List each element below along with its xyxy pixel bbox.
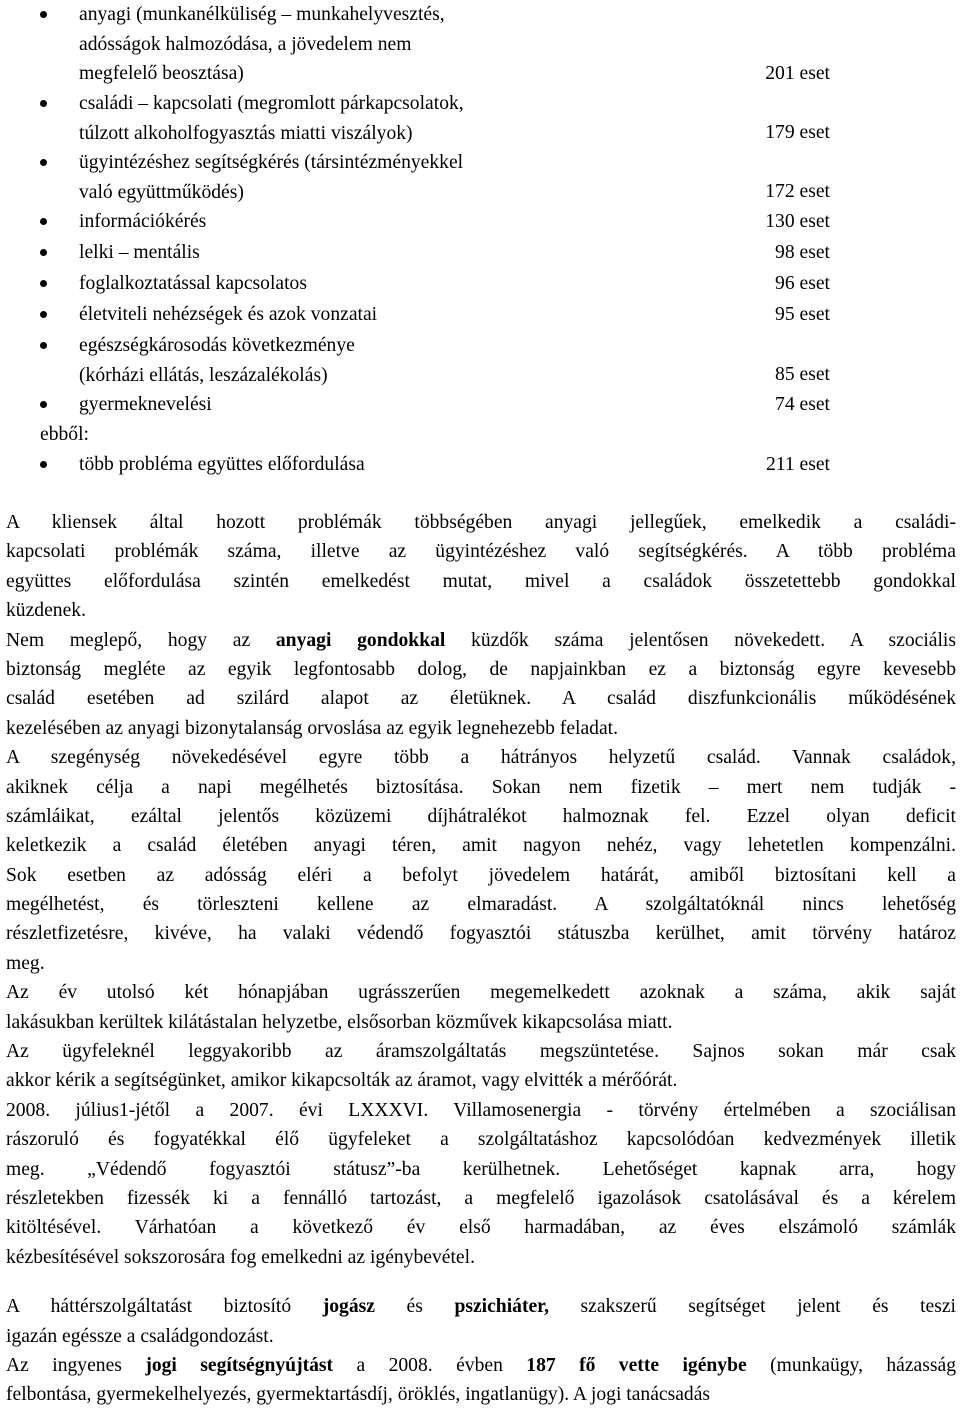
list-item-label — [79, 300, 719, 330]
text-run: kapcsolati problémák száma, illetve az ügyintézéshez való segítségkérés. A több probléma — [6, 541, 956, 563]
text-run: számláikat, ezáltal jelentős közüzemi díjhátralékot halmoznak fel. Ezzel olyan deficit — [6, 805, 956, 827]
list-item — [0, 331, 960, 390]
text-run: 2008. július1-jétől a 2007. évi LXXXVI. Villamosenergia - törvény értelmében a szociálisan — [6, 1099, 956, 1121]
text-run: Az ingyenes — [6, 1354, 146, 1376]
text-run: A szegénység növekedésével egyre több a hátrányos helyzetű család. Vannak családok, — [6, 747, 956, 769]
text-run: a 2008. évben — [333, 1354, 527, 1376]
text-line — [6, 1125, 956, 1154]
text-run: kitöltésével. Várhatóan a következő év első harmadában, az éves elszámoló számlák — [6, 1217, 956, 1239]
text-line — [6, 831, 956, 860]
label-line: való együttműködés) — [79, 181, 244, 203]
text-run: felbontása, gyermekelhelyezés, gyermektartásdíj, öröklés, ingatlanügy). A jogi tanácsadás — [6, 1384, 711, 1406]
list-item — [0, 450, 960, 481]
text-run: igazán egéssze a családgondozást. — [6, 1325, 274, 1347]
list-item — [0, 238, 960, 269]
list-item-count: 211 eset — [765, 454, 830, 475]
text-line — [6, 537, 956, 566]
ebbol-label: ebből: — [40, 424, 89, 445]
text-run: Az ügyfeleknél leggyakoribb az áramszolgáltatás megszüntetése. Sajnos sokan már csak — [6, 1041, 956, 1063]
text-run: kézbesítésével sokszorosára fog emelkedni az igénybevétel. — [6, 1246, 475, 1268]
list-item-count: 85 eset — [775, 364, 830, 385]
bullet-icon — [40, 100, 47, 107]
bullet-icon — [40, 159, 47, 166]
list-item-count: 130 eset — [765, 211, 830, 232]
label-line: családi – kapcsolati (megromlott párkapcsolatok, — [79, 93, 464, 114]
text-line — [6, 684, 956, 713]
list-item-count: 95 eset — [775, 304, 830, 325]
text-line — [6, 714, 956, 743]
bullet-icon — [40, 280, 47, 287]
label-line: több probléma együttes előfordulása — [79, 454, 365, 475]
text-run: küzdenek. — [6, 600, 86, 622]
text-line — [6, 919, 956, 948]
label-line: lelki – mentális — [79, 242, 200, 263]
list-item-count: 96 eset — [775, 273, 830, 294]
bold-text: 187 fő vette igénybe — [526, 1354, 747, 1376]
list-item-label — [79, 148, 719, 207]
list-item — [0, 148, 960, 207]
text-run: és — [374, 1296, 455, 1318]
list-item-label — [79, 390, 719, 420]
list-item — [0, 0, 960, 89]
text-run: lakásukban kerültek kilátástalan helyzetbe, elsősorban közművek kikapcsolása miatt. — [6, 1011, 673, 1033]
bullet-icon — [40, 249, 47, 256]
label-line: életviteli nehézségek és azok vonzatai — [79, 304, 378, 325]
list-item-count: 74 eset — [775, 394, 830, 415]
label-line: egészségkárosodás következménye — [79, 335, 355, 356]
bold-text: jogi segítségnyújtást — [145, 1354, 334, 1376]
text-run: biztonság megléte az egyik legfontosabb dolog, de napjainkban ez a biztonság egyre kevesebb — [6, 658, 956, 680]
text-line — [6, 1380, 956, 1409]
bullet-icon — [40, 218, 47, 225]
text-run: akiknek célja a napi megélhetés biztosítása. Sokan nem fizetik – mert nem tudják - — [6, 776, 956, 798]
list-item-label — [79, 269, 719, 299]
text-line — [6, 1037, 956, 1066]
label-line: megfelelő beosztása) — [79, 63, 244, 84]
list-item-label — [79, 238, 719, 268]
label-line: anyagi (munkanélküliség – munkahelyvesztés, — [79, 4, 445, 25]
list-item-count: 201 eset — [765, 63, 830, 84]
paragraph-gap — [6, 1272, 956, 1292]
text-line — [6, 508, 956, 537]
text-line — [6, 655, 956, 684]
text-line — [6, 773, 956, 802]
body-text — [6, 508, 956, 1410]
bullet-icon — [40, 311, 47, 318]
label-line: foglalkoztatással kapcsolatos — [79, 273, 307, 294]
text-line — [6, 1096, 956, 1125]
text-run: Sok esetben az adósság eléri a befolyt jövedelem határát, amiből biztosítani kell a — [6, 864, 956, 886]
text-line — [6, 890, 956, 919]
bullet-icon — [40, 461, 47, 468]
text-run: A kliensek által hozott problémák többségében anyagi jellegűek, emelkedik a családi- — [6, 512, 956, 533]
list-item — [0, 300, 960, 331]
label-line: (kórházi ellátás, leszázalékolás) — [79, 364, 328, 386]
list-item-count: 179 eset — [765, 122, 830, 143]
text-line — [6, 1322, 956, 1351]
list-item-label — [79, 450, 719, 480]
text-run: család esetében ad szilárd alapot az életüknek. A család diszfunkcionális működésének — [6, 688, 956, 710]
text-line — [6, 567, 956, 596]
text-line — [6, 802, 956, 831]
text-line — [6, 978, 956, 1007]
text-run: meg. „Védendő fogyasztói státusz”-ba kerülhetnek. Lehetőséget kapnak arra, hogy — [6, 1158, 956, 1180]
list-item — [0, 207, 960, 238]
list-item-count: 172 eset — [765, 181, 830, 202]
bullet-icon — [40, 11, 47, 18]
text-line — [6, 1213, 956, 1242]
label-line: adósságok halmozódása, a jövedelem nem — [79, 33, 412, 55]
label-line: információkérés — [79, 211, 207, 232]
text-run: A háttérszolgáltatást biztosító — [6, 1296, 323, 1318]
text-run: részletekben fizessék ki a fennálló tartozást, a megfelelő igazolások csatolásával és a kérelem — [6, 1187, 956, 1209]
bold-text: anyagi gondokkal — [275, 629, 446, 651]
text-line — [6, 596, 956, 625]
list-item-count: 98 eset — [775, 242, 830, 263]
text-run: rászoruló és fogyatékkal élő ügyfeleket a szolgáltatáshoz kapcsolódóan kedvezmények illetik — [6, 1129, 956, 1151]
bullet-icon — [40, 401, 47, 408]
text-line — [6, 1008, 956, 1037]
bold-text: pszichiáter, — [454, 1296, 549, 1318]
text-line — [6, 1292, 956, 1321]
text-line — [6, 743, 956, 772]
text-run: kezelésében az anyagi bizonytalanság orvoslása az egyik legnehezebb feladat. — [6, 717, 619, 739]
text-run: részletfizetésre, kivéve, ha valaki védendő fogyasztói státuszba kerülhet, amit törvény határoz — [6, 923, 956, 945]
text-line — [6, 949, 956, 978]
text-run: küzdők száma jelentősen növekedett. A szociális — [445, 629, 956, 651]
text-run: (munkaügy, házasság — [746, 1354, 956, 1376]
list-item — [0, 390, 960, 421]
bold-text: jogász — [322, 1296, 375, 1318]
text-run: együttes előfordulása szintén emelkedést mutat, mivel a családok összetettebb gondokkal — [6, 570, 956, 592]
label-line: gyermeknevelési — [79, 394, 212, 415]
list-item-label — [79, 207, 719, 237]
text-run: keletkezik a család életében anyagi téren, amit nagyon nehéz, vagy lehetetlen kompenzálni. — [6, 835, 956, 857]
text-run: meg. — [6, 952, 45, 974]
text-run: megélhetést, és törleszteni kellene az elmaradást. A szolgáltatóknál nincs lehetőség — [6, 894, 956, 916]
text-run: Nem meglepő, hogy az — [6, 629, 276, 651]
list-item-label — [79, 89, 719, 148]
text-line — [6, 1184, 956, 1213]
label-line: túlzott alkoholfogyasztás miatti viszályok) — [79, 122, 413, 144]
text-line — [6, 1243, 956, 1272]
text-run: akkor kérik a segítségünket, amikor kikapcsolták az áramot, vagy elvitték a mérőórát. — [6, 1070, 678, 1092]
text-line — [6, 861, 956, 890]
text-line — [6, 1066, 956, 1095]
list-item-label — [79, 0, 719, 89]
text-run: Az év utolsó két hónapjában ugrásszerűen megemelkedett azoknak a száma, akik saját — [6, 982, 956, 1004]
text-run: szakszerű segítséget jelent és teszi — [548, 1296, 956, 1318]
list-item — [0, 269, 960, 300]
list-item — [0, 89, 960, 148]
list-item-label — [79, 331, 719, 390]
text-line — [6, 1351, 956, 1380]
text-line — [6, 626, 956, 655]
label-line: ügyintézéshez segítségkérés (társintézményekkel — [79, 152, 464, 173]
text-line — [6, 1155, 956, 1184]
bullet-icon — [40, 342, 47, 349]
